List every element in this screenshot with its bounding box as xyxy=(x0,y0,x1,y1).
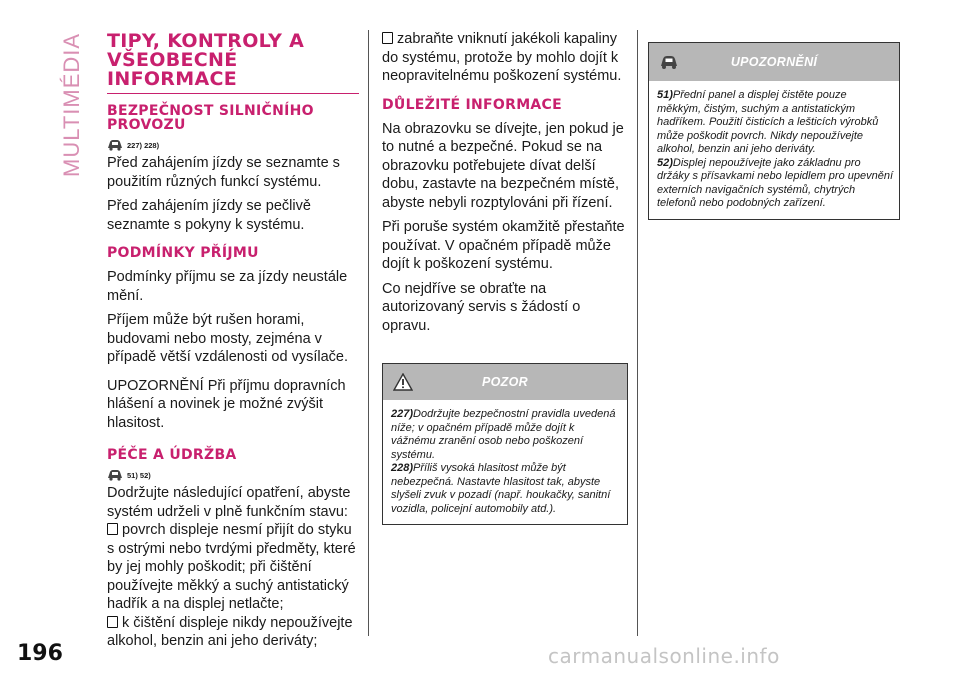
column-divider xyxy=(368,30,369,636)
column-3 xyxy=(648,30,900,220)
warning-box xyxy=(648,42,900,220)
paragraph: Co nejdříve se obraťte na autorizovaný servis s žádostí o opravu. xyxy=(382,280,581,334)
bullet-text: zabraňte vniknutí jakékoli kapaliny do systému, protože by mohlo dojít k neopravitelnému poškození systému. xyxy=(382,31,622,84)
checkbox-bullet-icon xyxy=(382,32,393,44)
bullet-text: k čištění displeje nikdy nepoužívejte alkohol, benzin ani jeho deriváty; xyxy=(107,614,353,649)
paragraph: Před zahájením jízdy se seznamte s použitím různých funkcí systému. xyxy=(107,155,340,190)
warning-item xyxy=(657,89,893,157)
reference-numbers: 51) 52) xyxy=(127,470,151,480)
paragraph: UPOZORNĚNÍ Při příjmu dopravních hlášení a novinek je možné zvýšit hlasitost. xyxy=(107,377,346,431)
paragraph: Dodržujte následující opatření, abyste systém udrželi v plně funkčním stavu: xyxy=(107,485,351,520)
item-text: Přední panel a displej čistěte pouze měkkým, čistým, suchým a antistatickým hadříkem. Použití čisticích a lešticích výrobků může poškodit povrch. Nikdy nepoužívejte alkohol, benzin ani jeho deriváty. xyxy=(657,89,879,155)
warning-header xyxy=(649,43,899,81)
column-2 xyxy=(382,30,628,525)
section-heading-care: PÉČE A ÚDRŽBA xyxy=(107,447,237,463)
caution-label: POZOR xyxy=(482,375,528,389)
caution-body xyxy=(383,400,627,524)
bullet-text: povrch displeje nesmí přijít do styku s ostrými nebo tvrdými předměty, které by jej mohly poškodit; při čištění používejte měkký a suchý antistatický hadřík a na displej netlačte; xyxy=(107,522,356,612)
item-text: Displej nepoužívejte jako základnu pro držáky s přísavkami nebo lepidlem pro upevnění externích navigačních systémů, chytrých telefonů nebo podobných zařízení. xyxy=(657,156,894,209)
item-number: 228) xyxy=(391,462,414,474)
caution-item xyxy=(391,408,621,462)
reference-safety xyxy=(107,136,359,152)
warning-label: UPOZORNĚNÍ xyxy=(730,55,818,69)
item-number: 51) xyxy=(657,89,673,101)
paragraph: Podmínky příjmu se za jízdy neustále mění. xyxy=(107,269,348,304)
warning-triangle-icon xyxy=(393,373,413,391)
reference-numbers: 227) 228) xyxy=(127,140,160,150)
column-divider xyxy=(637,30,638,636)
bullet-item xyxy=(107,521,359,614)
item-number: 52) xyxy=(657,156,673,169)
page-title: TIPY, KONTROLY A VŠEOBECNÉ INFORMACE xyxy=(107,32,359,94)
section-heading-safety: BEZPEČNOST SILNIČNÍHO PROVOZU xyxy=(107,103,314,133)
item-text: Dodržujte bezpečnostní pravidla uvedená níže; v opačném případě může dojít k vážnému zranění osob nebo poškození systému. xyxy=(391,408,616,461)
item-text: Příliš vysoká hlasitost může být nebezpečná. Nastavte hlasitost tak, abyste slyšeli zvuk v pozadí (např. houkačky, sanitní vozidla, policejní automobily atd.). xyxy=(391,462,611,515)
car-warning-icon xyxy=(107,137,123,151)
section-heading-reception: PODMÍNKY PŘÍJMU xyxy=(107,245,259,261)
checkbox-bullet-icon xyxy=(107,523,118,535)
item-number: 227) xyxy=(391,408,414,420)
caution-item xyxy=(391,462,621,516)
bullet-item xyxy=(107,614,359,651)
section-heading-important: DŮLEŽITÉ INFORMACE xyxy=(382,96,562,113)
bullet-item xyxy=(382,30,628,86)
paragraph: Při poruše systém okamžitě přestaňte používat. V opačném případě může dojít k poškození systému. xyxy=(382,219,625,272)
caution-box xyxy=(382,363,628,525)
page-number: 196 xyxy=(17,641,63,666)
caution-header xyxy=(383,364,627,400)
section-side-label: MULTIMÉDIA xyxy=(59,32,84,178)
car-warning-icon xyxy=(107,467,123,481)
car-warning-icon xyxy=(659,52,679,70)
warning-body xyxy=(649,81,899,219)
checkbox-bullet-icon xyxy=(107,616,118,628)
column-1 xyxy=(107,30,359,651)
paragraph: Na obrazovku se dívejte, jen pokud je to nutné a bezpečné. Pokud se na obrazovku potřebujete dívat delší dobu, zastavte na bezpečném místě, abyste nebyli rozptylováni při řízení. xyxy=(382,120,624,211)
warning-item xyxy=(657,157,893,211)
watermark: carmanualsonline.info xyxy=(548,644,780,668)
paragraph: Před zahájením jízdy se pečlivě seznamte s pokyny k systému. xyxy=(107,198,311,233)
paragraph: Příjem může být rušen horami, budovami nebo mosty, zejména v případě větší vzdálenosti od vysílače. xyxy=(107,312,348,365)
reference-care xyxy=(107,466,359,482)
